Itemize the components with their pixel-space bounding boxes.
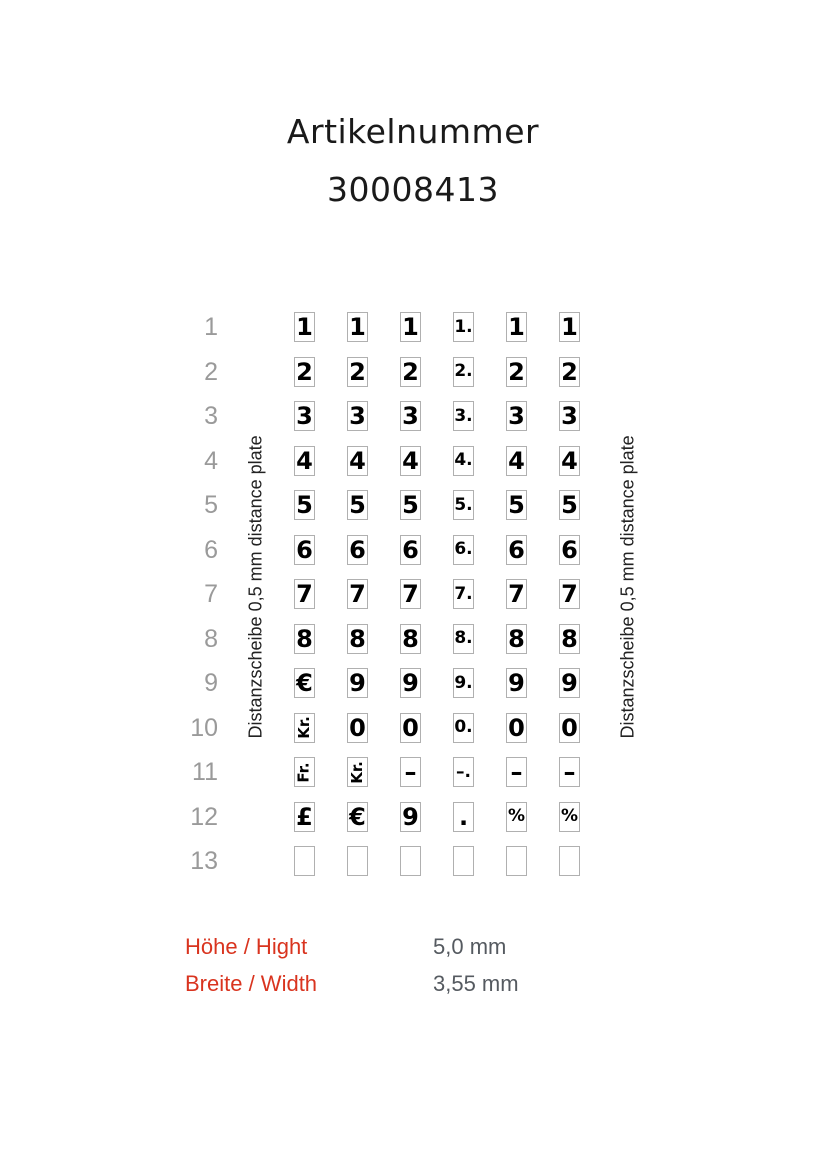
character-cell: 7: [506, 579, 527, 609]
character-cell: 5: [400, 490, 421, 520]
character-cell: 6: [506, 535, 527, 565]
character-cell: 8: [294, 624, 315, 654]
character-cell: [506, 846, 527, 876]
character-cell: 6: [347, 535, 368, 565]
character-cell: 0: [559, 713, 580, 743]
character-cell: 4: [294, 446, 315, 476]
character-cell: 4.: [453, 446, 474, 476]
character-cell: 0: [347, 713, 368, 743]
page-title: Artikelnummer: [286, 112, 540, 151]
row-number: 6: [204, 535, 218, 564]
character-cell: 4: [559, 446, 580, 476]
height-label: Höhe / Hight: [185, 934, 308, 959]
character-cell: [400, 846, 421, 876]
article-number: 30008413: [327, 170, 499, 209]
character-cell: 5: [294, 490, 315, 520]
character-cell: 9: [400, 802, 421, 832]
character-cell: Kr.: [347, 757, 368, 787]
character-cell: 4: [347, 446, 368, 476]
character-cell: 2: [559, 357, 580, 387]
character-cell: 1: [400, 312, 421, 342]
character-cell: 8: [400, 624, 421, 654]
character-cell: 2: [400, 357, 421, 387]
character-cell: 9: [347, 668, 368, 698]
character-cell: 9.: [453, 668, 474, 698]
character-cell: 3: [347, 401, 368, 431]
character-cell: 8.: [453, 624, 474, 654]
character-cell: €: [347, 802, 368, 832]
character-cell: 9: [506, 668, 527, 698]
character-cell: %: [559, 802, 580, 832]
character-cell: 9: [559, 668, 580, 698]
character-cell: 2: [347, 357, 368, 387]
character-cell: 2: [294, 357, 315, 387]
character-cell: 3: [294, 401, 315, 431]
side-label-left: Distanzscheibe 0,5 mm distance plate: [245, 435, 266, 739]
character-cell: 9: [400, 668, 421, 698]
character-cell: 6: [559, 535, 580, 565]
character-cell: .: [453, 802, 474, 832]
width-label: Breite / Width: [185, 971, 318, 996]
character-cell: [347, 846, 368, 876]
character-cell: 2.: [453, 357, 474, 387]
character-cell: 6: [400, 535, 421, 565]
row-number: 13: [190, 847, 218, 875]
character-cell: 0: [506, 713, 527, 743]
character-cell: 5: [506, 490, 527, 520]
character-cell: 7.: [453, 579, 474, 609]
character-cell: 3: [400, 401, 421, 431]
character-cell: [453, 846, 474, 876]
row-number: 3: [204, 402, 218, 430]
character-cell: 8: [506, 624, 527, 654]
row-number: 8: [204, 624, 218, 653]
character-cell: €: [294, 668, 315, 698]
character-cell: 2: [506, 357, 527, 387]
row-number: 5: [204, 491, 218, 519]
character-cell: –: [400, 757, 421, 787]
character-cell: 5: [347, 490, 368, 520]
character-cell: 8: [559, 624, 580, 654]
row-number: 7: [204, 580, 218, 608]
character-cell: 3: [506, 401, 527, 431]
character-cell: £: [294, 802, 315, 832]
character-cell: 4: [400, 446, 421, 476]
character-cell: 7: [294, 579, 315, 609]
character-cell: 5.: [453, 490, 474, 520]
character-cell: 4: [506, 446, 527, 476]
character-cell: 6: [294, 535, 315, 565]
character-cell: 3.: [453, 401, 474, 431]
row-number: 4: [204, 446, 218, 475]
character-cell: 3: [559, 401, 580, 431]
character-cell: Kr.: [294, 713, 315, 743]
row-number: 12: [190, 802, 218, 831]
character-cell: 0: [400, 713, 421, 743]
height-value: 5,0 mm: [433, 934, 507, 959]
character-cell: 7: [559, 579, 580, 609]
character-cell: 1: [294, 312, 315, 342]
character-cell: 7: [347, 579, 368, 609]
character-cell: %: [506, 802, 527, 832]
character-cell: –.: [453, 757, 474, 787]
row-number: 9: [204, 669, 218, 697]
character-cell: –: [506, 757, 527, 787]
side-label-right: Distanzscheibe 0,5 mm distance plate: [617, 435, 638, 739]
row-number: 10: [190, 713, 218, 742]
row-number: 11: [192, 758, 218, 786]
character-cell: –: [559, 757, 580, 787]
character-cell: [294, 846, 315, 876]
character-cell: 1: [559, 312, 580, 342]
character-cell: 1: [347, 312, 368, 342]
character-cell: 1.: [453, 312, 474, 342]
character-cell: [559, 846, 580, 876]
row-number: 2: [204, 357, 218, 386]
character-cell: 5: [559, 490, 580, 520]
character-cell: 7: [400, 579, 421, 609]
row-number: 1: [204, 313, 218, 341]
character-cell: 1: [506, 312, 527, 342]
character-cell: 8: [347, 624, 368, 654]
character-cell: Fr.: [294, 757, 315, 787]
character-cell: 6.: [453, 535, 474, 565]
width-value: 3,55 mm: [433, 971, 519, 996]
character-cell: 0.: [453, 713, 474, 743]
